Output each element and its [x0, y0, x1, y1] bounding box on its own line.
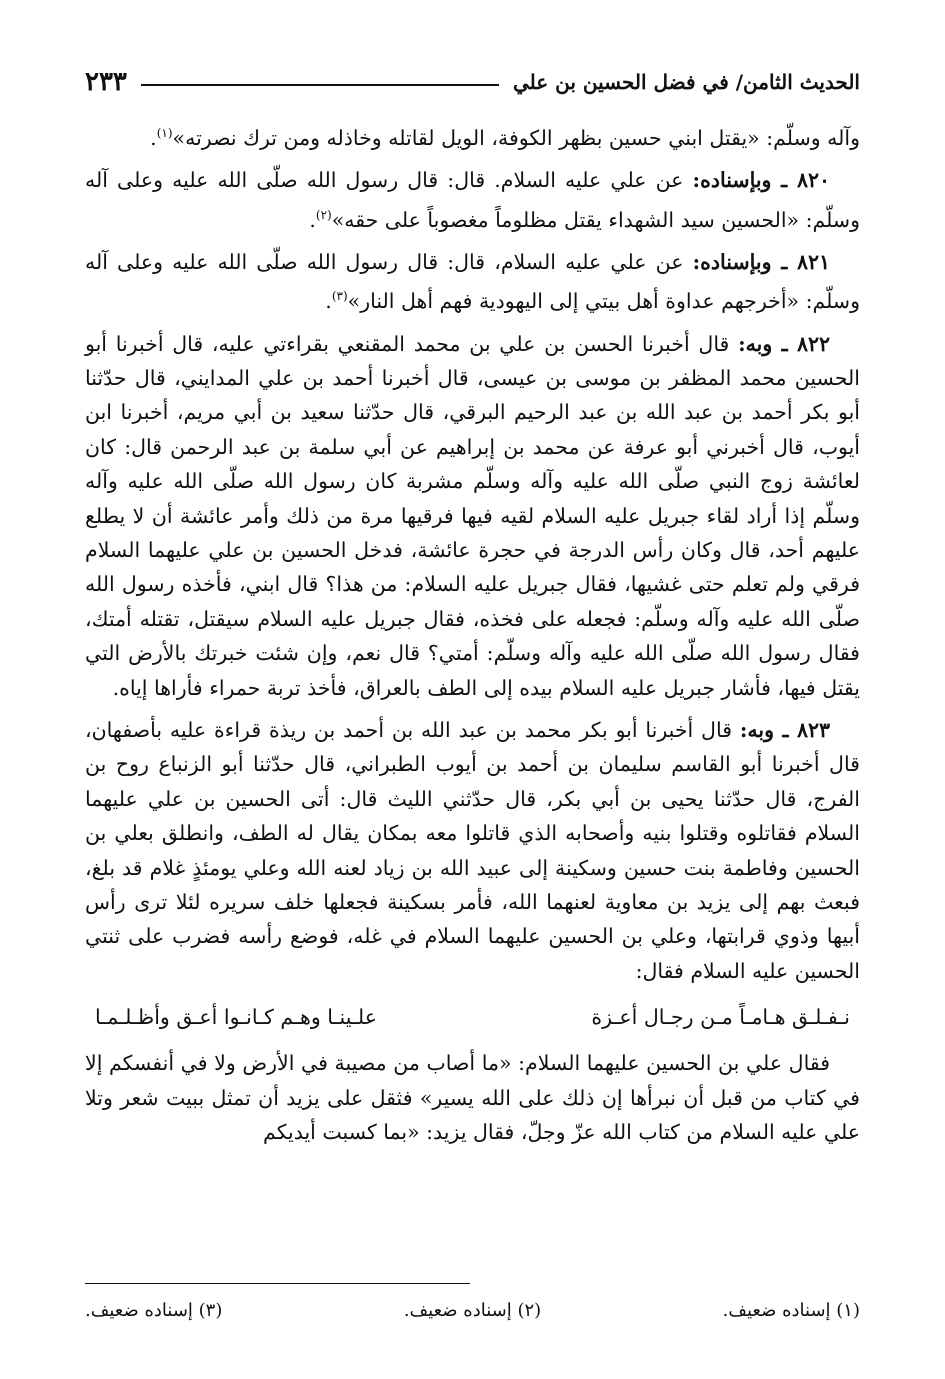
paragraph-continuation: وآله وسلّم: «يقتل ابني حسين بظهر الكوفة، الويل لقاتله وخاذله ومن ترك نصرته»$^{(١)}$.	[150, 125, 860, 150]
running-title: الحديث الثامن/ في فضل الحسين بن علي	[512, 70, 860, 94]
footnotes	[85, 1300, 860, 1321]
hadith-821: ٨٢١ ـ وبإسناده: عن علي عليه السلام، قال: قال رسول الله صلّى الله عليه وعلى آله وسلّم: «أخرجهم عداوة أهل بيتي إلى اليهودية فهم أهل النار»$^{(٣)}$.	[85, 249, 860, 314]
footnote-3: (٣) إسناده ضعيف.	[85, 1300, 223, 1321]
footnote-1: (١) إسناده ضعيف.	[722, 1300, 860, 1321]
poem-verse	[85, 996, 860, 1046]
footnote-ref: (١)	[156, 126, 173, 140]
paragraph-text: قال أخبرنا الحسن بن علي بن محمد المقنعي بقراءتي عليه، قال أخبرنا أبو الحسين محمد المظفر بن موسى بن عيسى، قال أخبرنا أحمد بن علي المدايني، قال حدّثنا أبو بكر أحمد بن عبد الله بن عبد الرحيم البرقي، قال حدّثنا سعيد بن أبي مريم، أخبرنا ابن أيوب، قال أخبرني أبو عرفة عن محمد بن إبراهيم عن أبي سلمة بن عبد الرحمن قال: كان لعائشة زوج النبي صلّى الله عليه وآله وسلّم مشربة كان رسول الله صلّى الله عليه وآله وسلّم إذا أراد لقاء جبريل عليه السلام لقيه فيها فرقيها مرة من ذلك وأمر عائشة أن لا يطلع عليهم أحد، قال وكان رأس الدرجة في حجرة عائشة، فدخل الحسين بن علي عليهما السلام فرقي ولم تعلم حتى غشيها، فقال جبريل عليه السلام: من هذا؟ قال ابني، فأخذه رسول الله صلّى الله عليه وآله وسلّم: فجعله على فخذه، فقال جبريل عليه السلام سيقتل، تقتله أمتك، فقال رسول الله صلّى الله عليه وآله وسلّم: أمتي؟ قال نعم، وإن شئت خبرتك بالأرض التي يقتل فيها، فأشار جبريل عليه السلام بيده إلى الطف بالعراق، فأخذ تربة حمراء فأراها إياه.	[85, 331, 860, 700]
hadith-number: ٨٢٣ ـ وبه:	[739, 717, 830, 742]
page-number: ٢٣٣	[85, 67, 127, 97]
footnote-2: (٢) إسناده ضعيف.	[403, 1300, 542, 1321]
hadith-822	[85, 327, 860, 705]
paragraph-final	[85, 1046, 860, 1149]
poem-second-hemistich: علـينـا وهـم كـانـوا أعـق وأظـلـمـا	[95, 1005, 377, 1030]
hadith-823	[85, 713, 860, 988]
footnote-ref: (٣)	[331, 289, 348, 304]
hadith-number: ٨٢١ ـ وبإسناده:	[692, 249, 830, 274]
paragraph-text: وآله وسلّم: «يقتل ابني حسين بظهر الكوفة، الويل لقاتله وخاذله ومن ترك نصرته»	[172, 125, 860, 150]
footnote-rule	[85, 1283, 470, 1284]
paragraph-text: عن علي عليه السلام. قال: قال رسول الله صلّى الله عليه وعلى آله وسلّم: «الحسين سيد الشهداء يقتل مظلوماً مغصوباً على حقه»	[85, 168, 860, 232]
poem-first-hemistich: نـفـلـق هـامـاً مـن رجـال أعـزة	[591, 1005, 850, 1030]
hadith-820: ٨٢٠ ـ وبإسناده: عن علي عليه السلام. قال: قال رسول الله صلّى الله عليه وعلى آله وسلّم: «الحسين سيد الشهداء يقتل مظلوماً مغصوباً على حقه»$^{(٢)}$.	[85, 168, 860, 232]
page-header	[85, 62, 860, 102]
paragraph-text: فقال علي بن الحسين عليهما السلام: «ما أصاب من مصيبة في الأرض ولا في أنفسكم إلا في كتاب من قبل أن نبرأها إن ذلك على الله يسير» فثقل على يزيد أن تمثل ببيت شعر وتلا علي عليه السلام من كتاب الله عزّ وجلّ، فقال يزيد: «بما كسبت أيديكم	[85, 1051, 860, 1145]
hadith-number: ٨٢٢ ـ وبه:	[738, 331, 830, 356]
header-rule	[141, 84, 499, 86]
paragraph-text: قال أخبرنا أبو بكر محمد بن عبد الله بن أحمد بن ريذة قراءة عليه بأصفهان، قال أخبرنا أبو القاسم سليمان بن أحمد بن أيوب الطبراني، قال حدّثنا أبو الزنباع روح بن الفرج، قال حدّثنا يحيى بن أبي بكر، قال حدّثني الليث قال: أتى الحسين بن علي عليهما السلام فقاتلوه وقتلوا بنيه وأصحابه الذي قاتلوا معه بمكان يقال له الطف، وانطلق بعلي بن الحسين وفاطمة بنت حسين وسكينة إلى عبيد الله بن زياد لعنه الله وعلي يومئذٍ غلام قد بلغ، فبعث بهم إلى يزيد بن معاوية لعنهما الله، فأمر بسكينة فجعلها خلف سريره لئلا ترى رأس أبيها وذوي قرابتها، وعلي بن الحسين عليهما السلام في غله، فوضع رأسه فضرب على ثنتي الحسين عليه السلام فقال:	[85, 717, 860, 983]
footnote-ref: (٢)	[315, 207, 332, 222]
paragraph-text: عن علي عليه السلام، قال: قال رسول الله صلّى الله عليه وعلى آله وسلّم: «أخرجهم عداوة أهل بيتي إلى اليهودية فهم أهل النار»	[85, 249, 860, 314]
body-text	[85, 116, 860, 1157]
hadith-number: ٨٢٠ ـ وبإسناده:	[692, 168, 830, 193]
